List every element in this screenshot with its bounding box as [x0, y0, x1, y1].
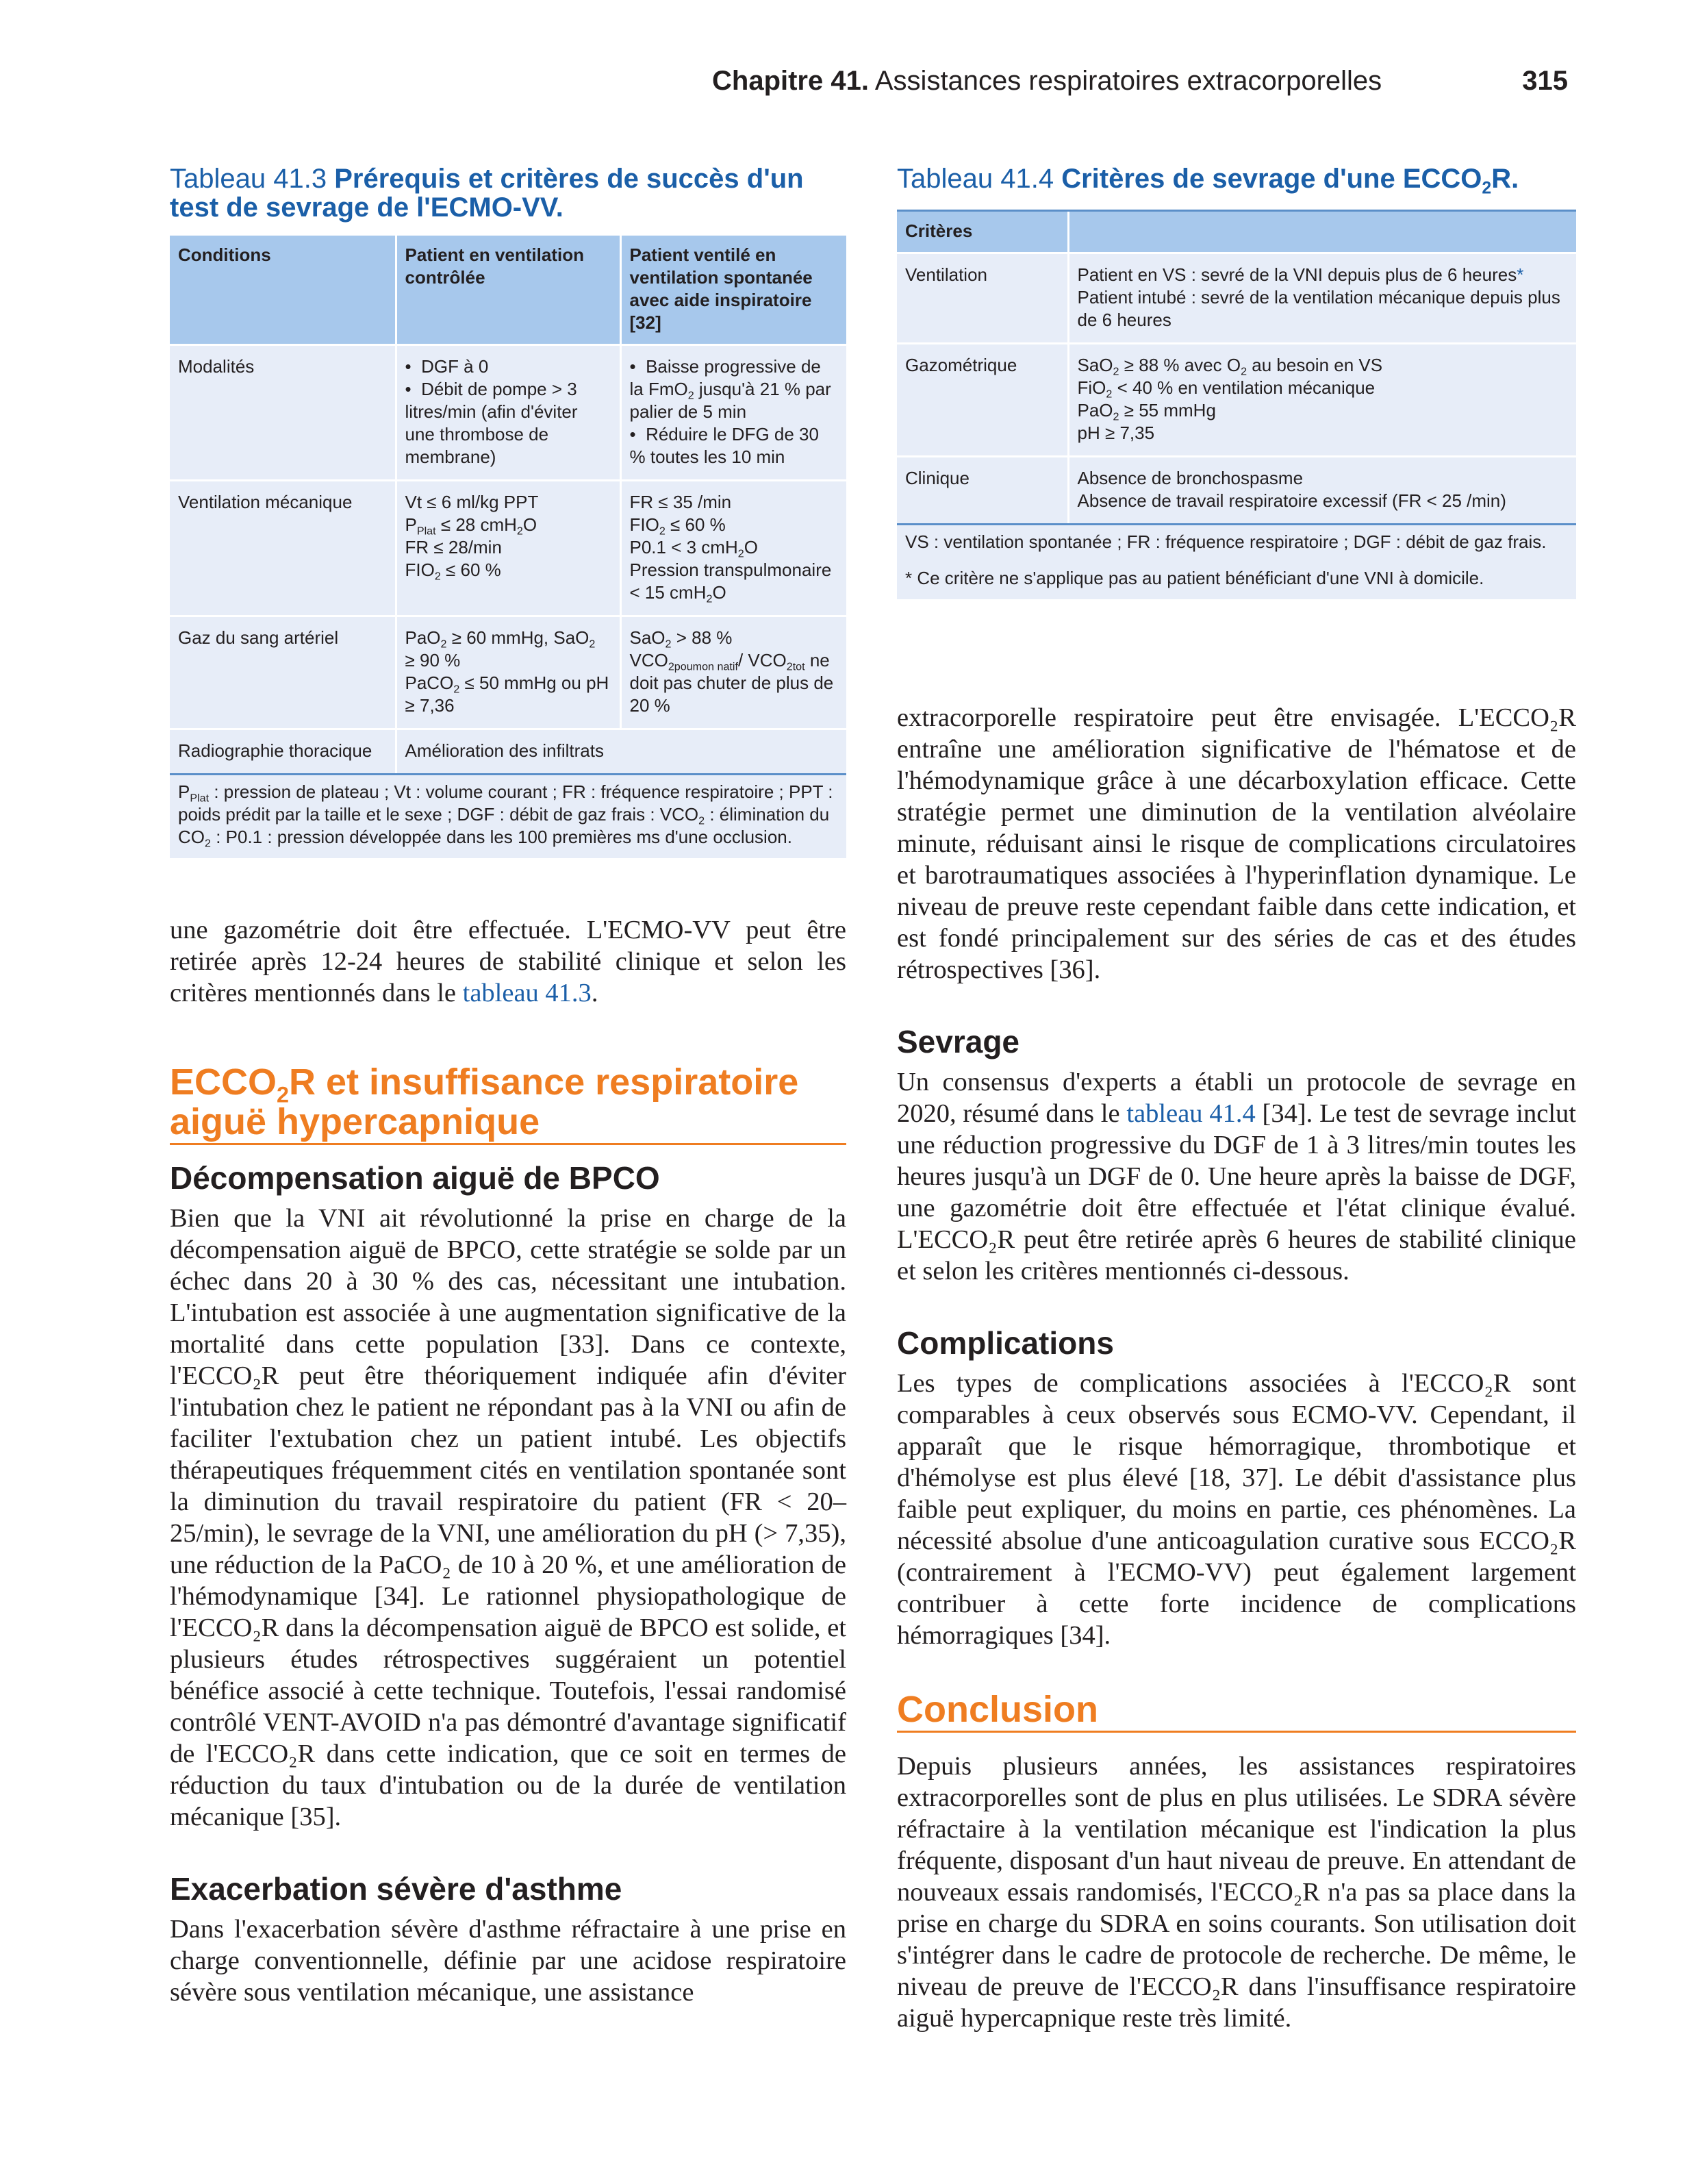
cell-line: P0.1 < 3 cmH$_2$O — [629, 537, 758, 560]
paragraph-sevrage: Un consensus d'experts a établi un protocole de sevrage en 2020, résumé dans le tableau 41.4 [34]. Le test de sevrage inclut une réduction progressive du DGF de 1 à 3 litres/min toutes les heures jusqu'à un DGF de 0. Une heure après la baisse de DGF, une gazométrie doit être effectuée et l'état clinique évalué. L'ECCO₂R peut être retirée après 6 heures de stabilité clinique et selon les critères mentionnés ci-dessous. — [897, 1068, 1576, 1285]
table-41-3-footnote: $P_{Plat}$ : pression de plateau ; Vt : volume courant ; FR : fréquence respiratoire ; PPT : poids prédit par la taille et le sexe ; DGF : débit de gaz frais : $VCO_2$ : élimination du $CO_2$ : P0.1 : pression développée dans les 100 premières ms d'une occlusion. — [170, 773, 846, 858]
cell-line: PaCO$_2$ ≤ 50 mmHg ou pH ≥ 7,36 — [405, 673, 609, 716]
cell-line: Patient intubé : sevré de la ventilation mécanique depuis plus de 6 heures — [1077, 287, 1560, 330]
chapter-label: Chapitre 41. — [712, 66, 869, 96]
row-label-gazometrique: Gazométrique — [897, 344, 1068, 457]
table-cell — [396, 345, 620, 481]
cell-line: FiO$_2$ < 40 % en ventilation mécanique — [1077, 377, 1376, 401]
running-head — [712, 66, 1568, 97]
table-cell — [620, 345, 846, 481]
cell-line: Patient en VS : sevré de la VNI depuis plus de 6 heures* — [1077, 264, 1524, 285]
paragraph-ecmo-retrait: une gazométrie doit être effectuée. L'ECMO-VV peut être retirée après 12-24 heures de stabilité clinique et selon les critères mentionnés dans le tableau 41.3. — [170, 916, 846, 1007]
table-cell — [620, 481, 846, 616]
link-tableau-41-4[interactable]: tableau 41.4 — [1126, 1099, 1256, 1128]
chapter-title: Assistances respiratoires extracorporelles — [874, 66, 1382, 96]
paragraph-bpco: Bien que la VNI ait révolutionné la prise en charge de la décompensation aiguë de BPCO, cette stratégie se solde par un échec dans 20 à 30 % des cas, nécessitant une intubation. L'intubation est associée à une augmentation significative de la mortalité dans cette population [33]. Dans ce contexte, l'ECCO₂R peut être théoriquement indiquée afin d'éviter l'intubation chez le patient ne répondant pas à la VNI ou afin de faciliter l'extubation chez un patient intubé. Les objectifs thérapeutiques fréquemment cités en ventilation spontanée sont la diminution du travail respiratoire du patient (FR < 20–25/min), le sevrage de la VNI, une amélioration du pH (> 7,35), une réduction de la PaCO₂ de 10 à 20 %, et une amélioration de l'hémodynamique [34]. Le rationnel physiopathologique de l'ECCO₂R dans la décompensation aiguë de BPCO est solide, et plusieurs études rétrospectives suggéraient un potentiel bénéfice associé à cette technique. Toutefois, l'essai randomisé contrôlé VENT-AVOID n'a pas démontré d'avantage significatif de l'ECCO₂R dans cette indication, que ce soit en termes de réduction du taux d'intubation ou de la durée de ventilation mécanique [35]. — [170, 1204, 846, 1831]
cell-line: FR ≤ 28/min — [405, 537, 502, 557]
cell-line: $P_{Plat} \le 28$ cmH$_2$O — [405, 514, 537, 538]
cell-line: Vt ≤ 6 ml/kg PPT — [405, 492, 539, 512]
cell-line: $FIO_2 \le 60$ % — [629, 514, 726, 538]
subheading-asthme: Exacerbation sévère d'asthme — [170, 1871, 622, 1907]
section-heading-ecco2r: $ECCO_2R$ et insuffisance respiratoire aiguë hypercapnique — [170, 1062, 846, 1145]
cell-line: SaO$_2$ > 88 % — [629, 627, 733, 651]
paragraph-conclusion: Depuis plusieurs années, les assistances respiratoires extracorporelles sont de plus en plus utilisées. Le SDRA sévère réfractaire à la ventilation mécanique est l'indication la plus fréquente, disposant d'un haut niveau de preuve. En attendant de nouveaux essais randomisés, l'ECCO₂R n'a pas sa place dans la prise en charge du SDRA en soins courants. Son utilisation doit s'intégrer dans le cadre de protocole de recherche. De même, le niveau de preuve de l'ECCO₂R dans l'insuffisance respiratoire aiguë hypercapnique reste très limité. — [897, 1752, 1576, 2033]
cell-line: PaO$_2$ ≥ 55 mmHg — [1077, 400, 1216, 423]
table-row — [897, 253, 1576, 344]
subheading-sevrage: Sevrage — [897, 1024, 1020, 1059]
row-label-clinique: Clinique — [897, 457, 1068, 524]
cell-line: ≥ 90 % — [405, 650, 461, 670]
table-row — [170, 729, 846, 774]
cell-line: pH ≥ 7,35 — [1077, 423, 1155, 443]
table-header-row — [897, 211, 1576, 253]
section-heading-conclusion: Conclusion — [897, 1690, 1576, 1733]
table-cell: Amélioration des infiltrats — [396, 729, 846, 774]
bullet-item: • Réduire le DFG de 30 % toutes les 10 min — [629, 424, 819, 467]
bullet-item: • Débit de pompe > 3 litres/min (afin d'éviter une thrombose de membrane) — [405, 379, 578, 467]
row-label-ventilation: Ventilation mécanique — [170, 481, 396, 616]
table-cell — [1068, 457, 1576, 524]
table-header-cell: Patient en ventilation contrôlée — [396, 236, 620, 345]
table-41-3-title: Prérequis et critères de succès d'un test de sevrage de l'ECMO-VV. — [170, 164, 804, 223]
right-column — [897, 164, 1576, 2034]
table-cell — [620, 616, 846, 729]
bullet-item: • Baisse progressive de la FmO$_2$ jusqu'à 21 % par palier de 5 min — [629, 356, 831, 422]
table-header-cell: Conditions — [170, 236, 396, 345]
table-header-cell: Critères — [897, 211, 1068, 253]
paragraph-complications: Les types de complications associées à l'ECCO₂R sont comparables à ceux observés sous ECMO-VV. Cependant, il apparaît que le risque hémorragique, thrombotique et d'hémolyse est plus élevé [18, 37]. Le débit d'assistance plus faible peut expliquer, du moins en partie, ces phénomènes. La nécessité absolue d'une anticoagulation curative sous ECCO₂R (contrairement à l'ECMO-VV) peut également largement contribuer à cette forte incidence de complications hémorragiques [34]. — [897, 1369, 1576, 1650]
table-cell — [396, 616, 620, 729]
table-row — [897, 344, 1576, 457]
row-label-radio: Radiographie thoracique — [170, 729, 396, 774]
cell-line: PaO$_2$ ≥ 60 mmHg, SaO$_2$ — [405, 627, 596, 651]
table-header-cell: Patient ventilé en ventilation spontanée avec aide inspiratoire [32] — [620, 236, 846, 345]
row-label-gaz: Gaz du sang artériel — [170, 616, 396, 729]
table-cell — [396, 481, 620, 616]
table-header-cell — [1068, 211, 1576, 253]
table-row — [170, 616, 846, 729]
table-41-4-number: Tableau 41.4 — [897, 164, 1054, 194]
table-41-3-number: Tableau 41.3 — [170, 164, 327, 194]
subheading-bpco: Décompensation aiguë de BPCO — [170, 1160, 660, 1196]
cell-line: Pression transpulmonaire < 15 cmH$_2$O — [629, 560, 832, 605]
page-number: 315 — [1522, 66, 1568, 96]
paragraph-asthme-suite: extracorporelle respiratoire peut être envisagée. L'ECCO₂R entraîne une amélioration significative de l'hématose et de l'hémodynamique grâce à une décarboxylation efficace. Cette stratégie permet une diminution de la ventilation alvéolaire minute, réduisant ainsi le risque de complications circulatoires et barotraumatiques associées à l'hyperinflation dynamique. Le niveau de preuve reste cependant faible dans cette indication, et est fondé principalement sur des séries de cas et des études rétrospectives [36]. — [897, 703, 1576, 984]
row-label-ventilation: Ventilation — [897, 253, 1068, 344]
table-cell — [1068, 253, 1576, 344]
paragraph-asthme: Dans l'exacerbation sévère d'asthme réfractaire à une prise en charge conventionnelle, définie par une acidose respiratoire sévère sous ventilation mécanique, une assistance — [170, 1915, 846, 2007]
table-row — [897, 457, 1576, 524]
table-row — [170, 345, 846, 481]
table-41-3 — [170, 236, 846, 773]
cell-line: Absence de travail respiratoire excessif (FR < 25 /min) — [1077, 490, 1506, 511]
link-tableau-41-3[interactable]: tableau 41.3 — [462, 979, 592, 1007]
table-header-row — [170, 236, 846, 345]
subheading-complications: Complications — [897, 1325, 1114, 1361]
cell-line: $FIO_2 \le 60$ % — [405, 560, 501, 583]
table-41-4-title: Critères de sevrage d'une $ECCO_2R$. — [1061, 164, 1519, 198]
cell-line: SaO$_2$ ≥ 88 % avec $O_2$ au besoin en VS — [1077, 355, 1383, 378]
left-column — [170, 164, 846, 2008]
row-label-modalites: Modalités — [170, 345, 396, 481]
cell-line: Absence de bronchospasme — [1077, 468, 1304, 488]
table-41-4 — [897, 210, 1576, 523]
table-row — [170, 481, 846, 616]
table-41-4-caption — [897, 164, 1576, 198]
table-cell — [1068, 344, 1576, 457]
cell-line: $VCO_{2poumon natif}/$ $VCO_{2tot}$ ne doit pas chuter de plus de 20 % — [629, 650, 834, 716]
table-41-3-caption — [170, 164, 846, 222]
cell-line: FR ≤ 35 /min — [629, 492, 732, 512]
bullet-item: • DGF à 0 — [405, 356, 489, 377]
table-41-4-footnote-asterisk: * Ce critère ne s'applique pas au patient bénéficiant d'une VNI à domicile. — [897, 563, 1576, 599]
table-41-4-footnote: VS : ventilation spontanée ; FR : fréquence respiratoire ; DGF : débit de gaz frais. — [897, 523, 1576, 563]
